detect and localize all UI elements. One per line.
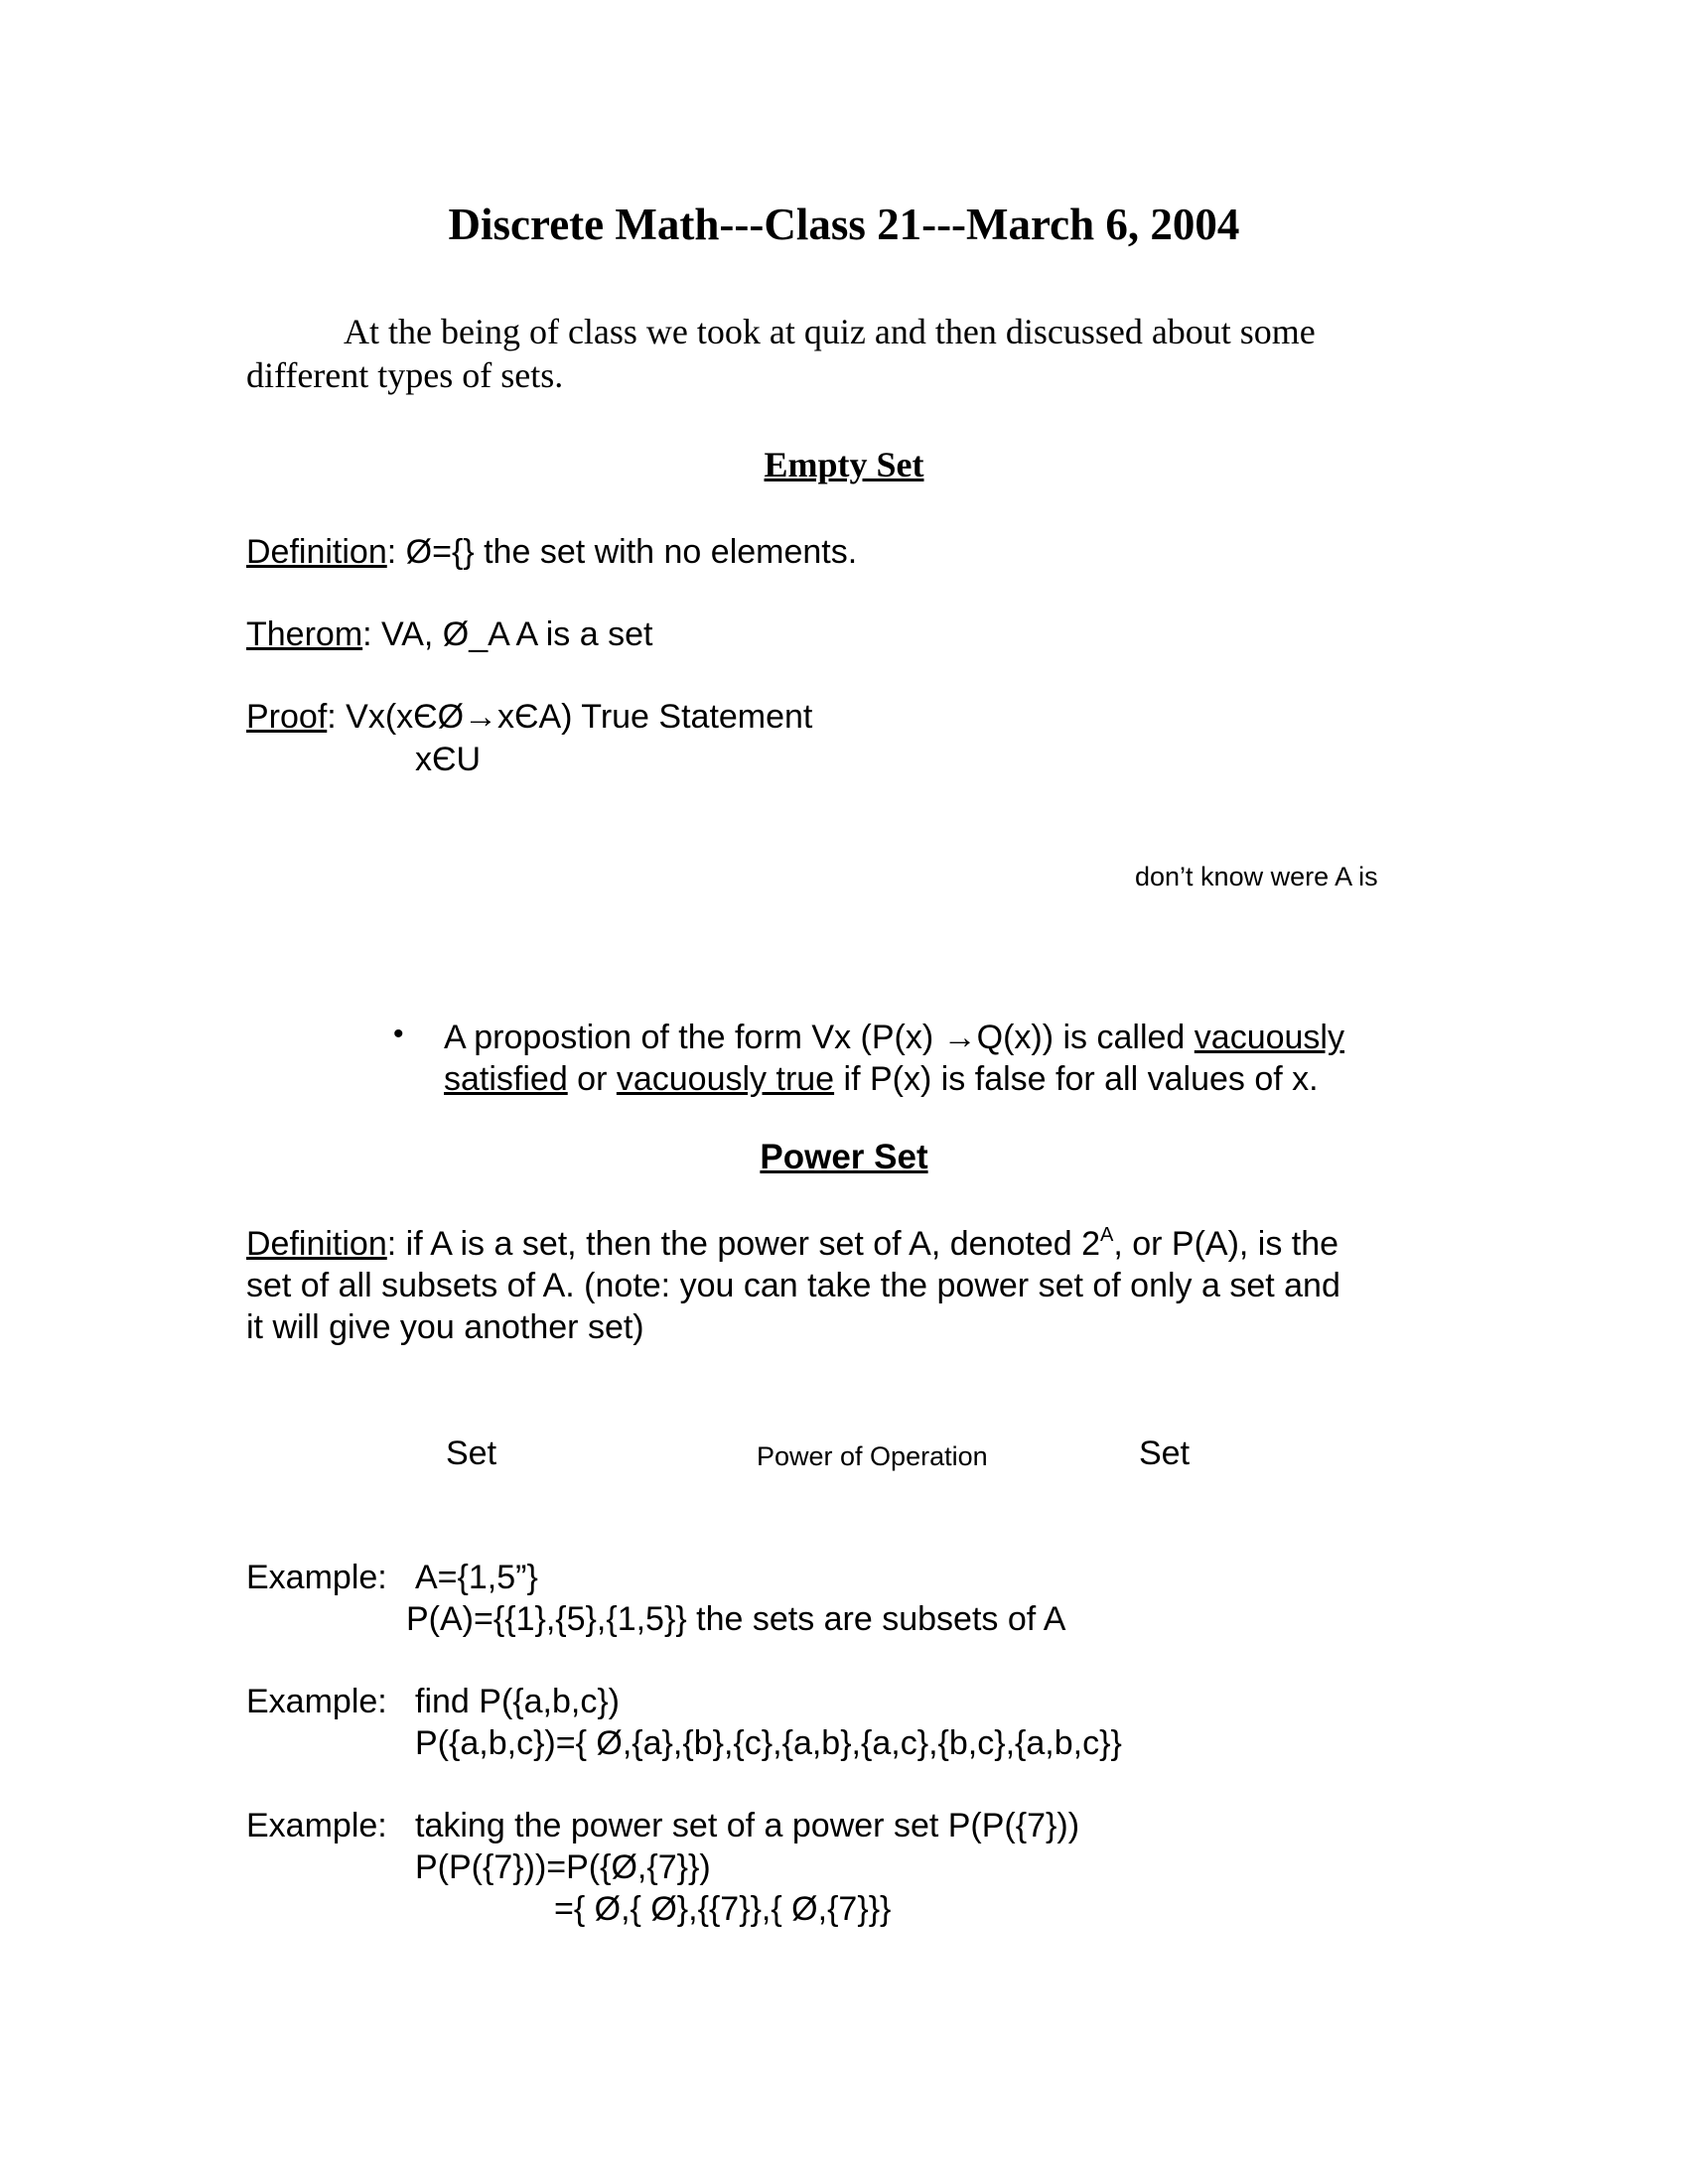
- diagram-operation: Power of Operation: [757, 1441, 988, 1471]
- power-definition-line-2: set of all subsets of A. (note: you can take the power set of only a set and: [246, 1267, 1340, 1304]
- example-1-line-1: A={1,5”}: [415, 1559, 538, 1596]
- example-2-line-1: find P({a,b,c}): [415, 1683, 621, 1720]
- term-vacuously-true: vacuously true: [616, 1060, 835, 1098]
- theorem-text: : VA, Ø_A A is a set: [362, 615, 653, 653]
- vacuous-bullet-text: [444, 1017, 1437, 1100]
- bullet-prefix: A propostion of the form Vx (P(x) →Q(x)) is called: [444, 1019, 1195, 1056]
- empty-set-proof: [246, 698, 812, 737]
- example-3-line-3: ={ Ø,{ Ø},{{7}},{ Ø,{7}}}: [554, 1890, 892, 1928]
- power-definition-label: Definition: [246, 1225, 387, 1263]
- power-definition-sup: A: [1100, 1224, 1114, 1246]
- definition-label: Definition: [246, 533, 387, 571]
- power-definition-text-1: : if A is a set, then the power set of A, denoted 2: [386, 1225, 1100, 1263]
- bullet-icon: •: [393, 1018, 404, 1050]
- empty-set-definition: [246, 533, 857, 572]
- diagram-set-right: Set: [1139, 1434, 1191, 1472]
- example-3-line-2: P(P({7}))=P({Ø,{7}}): [415, 1848, 711, 1886]
- side-note: don’t know were A is: [1135, 862, 1378, 891]
- power-definition-line-3: it will give you another set): [246, 1308, 644, 1346]
- example-1-label: Example:: [246, 1559, 387, 1596]
- bullet-suffix: if P(x) is false for all values of x.: [834, 1060, 1319, 1098]
- example-2-label: Example:: [246, 1683, 387, 1720]
- proof-text: : Vx(xЄØ→xЄA) True Statement: [327, 698, 813, 736]
- example-3-line-1: taking the power set of a power set P(P({7})): [415, 1807, 1080, 1844]
- theorem-label: Therom: [246, 615, 363, 653]
- intro-paragraph: At the being of class we took at quiz and then discussed about some different types of sets.: [246, 312, 1316, 395]
- diagram-set-left: Set: [446, 1434, 497, 1472]
- example-2-line-2: P({a,b,c})={ Ø,{a},{b},{c},{a,b},{a,c},{b,c},{a,b,c}}: [415, 1724, 1122, 1762]
- power-definition-text-2: , or P(A), is the: [1113, 1225, 1339, 1263]
- example-3-label: Example:: [246, 1807, 387, 1844]
- power-set-heading: Power Set: [760, 1138, 928, 1176]
- term-satisfied: satisfied: [444, 1060, 568, 1098]
- example-1-line-2: P(A)={{1},{5},{1,5}} the sets are subsets of A: [406, 1600, 1066, 1638]
- empty-set-heading: Empty Set: [764, 445, 924, 484]
- power-set-definition: [246, 1223, 1438, 1348]
- bullet-middle: or: [567, 1060, 617, 1098]
- term-vacuously: vacuously: [1194, 1019, 1344, 1056]
- page-title: Discrete Math---Class 21---March 6, 2004: [448, 200, 1240, 249]
- proof-label: Proof: [246, 698, 328, 736]
- proof-line-2: xЄU: [415, 741, 481, 778]
- definition-text: : Ø={} the set with no elements.: [386, 533, 858, 571]
- empty-set-theorem: [246, 615, 652, 654]
